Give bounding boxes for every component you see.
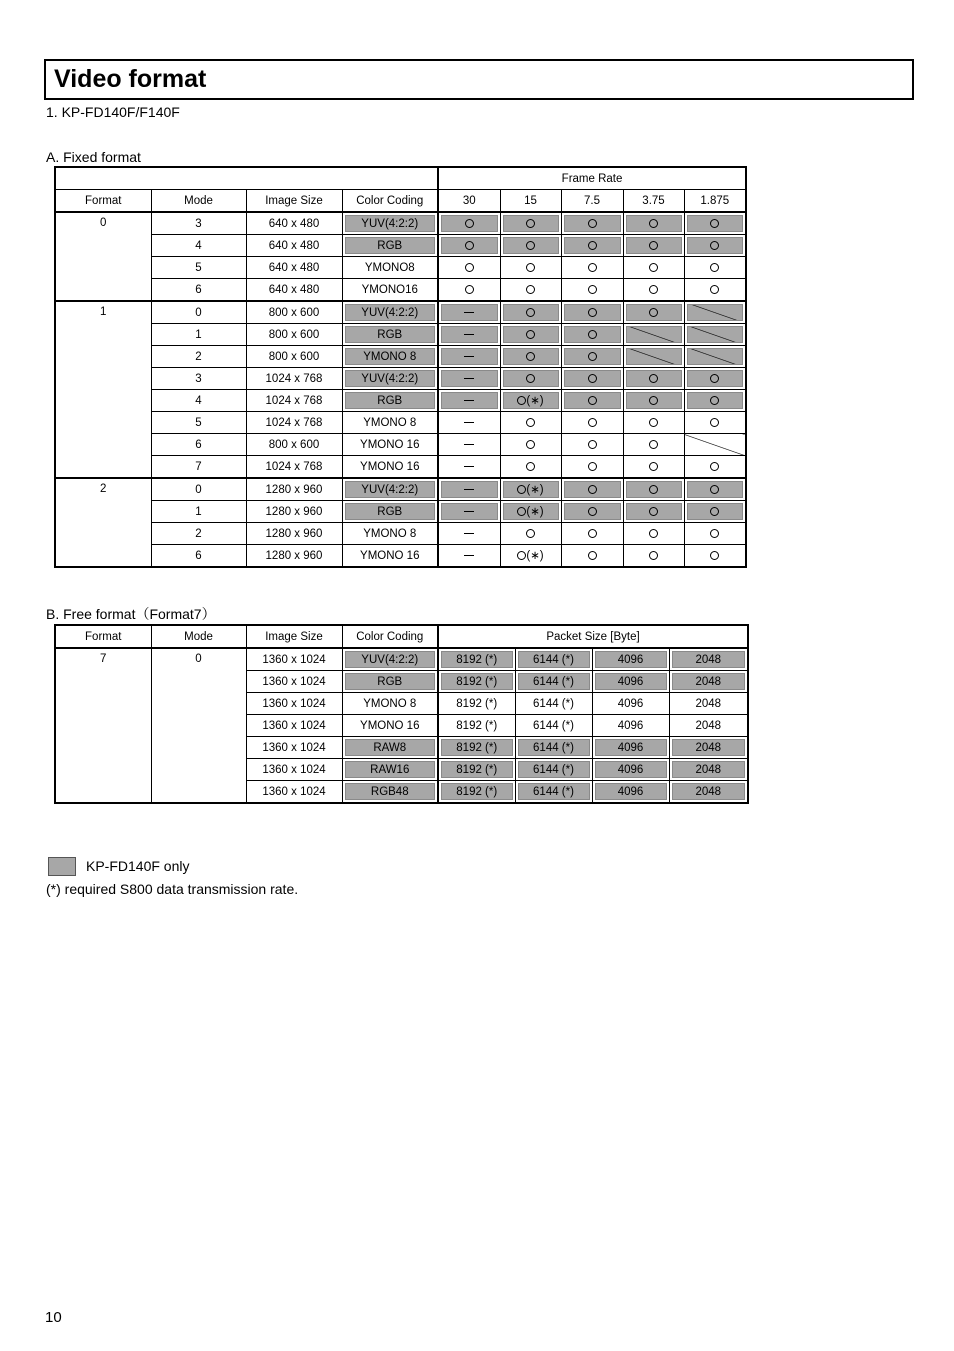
mode-cell: 4 <box>151 390 246 412</box>
circle-mark-icon <box>710 485 719 494</box>
circle-mark-icon <box>710 241 719 250</box>
circle-mark-icon <box>588 352 597 361</box>
color-coding-cell: YMONO 8 <box>342 412 438 434</box>
table-row <box>55 301 746 324</box>
image-size-cell: 640 x 480 <box>246 279 342 302</box>
title-box <box>44 59 914 100</box>
circle-mark-icon <box>649 418 658 427</box>
frame-rate-cell <box>561 235 623 257</box>
frame-rate-cell <box>500 390 561 412</box>
packet-size-cell: 8192 (*) <box>438 715 515 737</box>
circle-mark-icon <box>517 485 526 494</box>
image-size-cell: 1280 x 960 <box>246 523 342 545</box>
circle-mark-icon <box>465 263 474 272</box>
packet-size-cell: 8192 (*) <box>438 671 515 693</box>
circle-mark-icon <box>526 529 535 538</box>
color-coding-cell: RGB <box>342 671 438 693</box>
color-coding-cell: YMONO 8 <box>342 523 438 545</box>
circle-mark-icon <box>588 263 597 272</box>
circle-mark-icon <box>649 462 658 471</box>
dash-mark-icon <box>464 356 474 357</box>
circle-mark-icon <box>526 330 535 339</box>
image-size-header: Image Size <box>246 625 342 648</box>
free-format-table <box>54 624 749 804</box>
circle-mark-icon <box>649 374 658 383</box>
color-coding-header: Color Coding <box>342 625 438 648</box>
frame-rate-cell <box>561 434 623 456</box>
asterisk-note: (∗) <box>526 394 544 407</box>
packet-size-header: Packet Size [Byte] <box>438 625 748 648</box>
mode-cell: 5 <box>151 257 246 279</box>
packet-size-cell: 8192 (*) <box>438 737 515 759</box>
mode-cell: 6 <box>151 279 246 302</box>
table-row <box>55 523 746 545</box>
circle-mark-icon <box>517 551 526 560</box>
dash-mark-icon <box>464 378 474 379</box>
format-cell: 1 <box>55 301 151 478</box>
circle-mark-icon <box>588 551 597 560</box>
mode-cell: 0 <box>151 648 246 803</box>
image-size-cell: 1360 x 1024 <box>246 693 342 715</box>
legend-label: KP-FD140F only <box>86 858 190 874</box>
mode-cell: 0 <box>151 478 246 501</box>
table-row <box>55 346 746 368</box>
fixed-format-table <box>54 166 747 568</box>
image-size-cell: 1360 x 1024 <box>246 715 342 737</box>
format-header: Format <box>55 625 151 648</box>
dash-mark-icon <box>464 312 474 313</box>
format-cell: 0 <box>55 212 151 301</box>
image-size-cell: 1360 x 1024 <box>246 648 342 671</box>
packet-size-cell: 4096 <box>592 737 669 759</box>
image-size-cell: 640 x 480 <box>246 257 342 279</box>
image-size-cell: 1024 x 768 <box>246 390 342 412</box>
frame-rate-cell <box>438 279 500 302</box>
format-cell: 2 <box>55 478 151 567</box>
color-coding-cell: YUV(4:2:2) <box>342 648 438 671</box>
circle-mark-icon <box>588 462 597 471</box>
frame-rate-cell <box>623 545 684 568</box>
image-size-header: Image Size <box>246 190 342 213</box>
table-row <box>55 501 746 523</box>
frame-rate-cell <box>684 523 746 545</box>
frame-rate-cell <box>561 368 623 390</box>
table-row <box>55 257 746 279</box>
frame-rate-cell <box>684 412 746 434</box>
frame-rate-cell <box>561 478 623 501</box>
color-coding-cell: YMONO 8 <box>342 346 438 368</box>
frame-rate-cell <box>561 501 623 523</box>
circle-mark-icon <box>649 507 658 516</box>
frame-rate-cell <box>623 301 684 324</box>
section-heading: 1. KP-FD140F/F140F <box>46 104 180 120</box>
image-size-cell: 800 x 600 <box>246 301 342 324</box>
circle-mark-icon <box>465 285 474 294</box>
circle-mark-icon <box>465 241 474 250</box>
image-size-cell: 1360 x 1024 <box>246 759 342 781</box>
color-coding-cell: YUV(4:2:2) <box>342 368 438 390</box>
mode-cell: 1 <box>151 324 246 346</box>
frame-rate-cell <box>438 368 500 390</box>
color-coding-cell: YUV(4:2:2) <box>342 478 438 501</box>
frame-rate-cell <box>684 212 746 235</box>
circle-mark-icon <box>588 308 597 317</box>
mode-cell: 2 <box>151 523 246 545</box>
mode-cell: 3 <box>151 368 246 390</box>
image-size-cell: 640 x 480 <box>246 235 342 257</box>
mode-cell: 7 <box>151 456 246 479</box>
circle-mark-icon <box>710 285 719 294</box>
frame-rate-cell <box>438 523 500 545</box>
circle-mark-icon <box>710 418 719 427</box>
packet-size-cell: 2048 <box>669 715 748 737</box>
packet-size-cell: 8192 (*) <box>438 781 515 804</box>
table-row <box>55 368 746 390</box>
image-size-cell: 640 x 480 <box>246 212 342 235</box>
frame-rate-cell <box>561 523 623 545</box>
circle-mark-icon <box>649 529 658 538</box>
table-row <box>55 545 746 568</box>
circle-mark-icon <box>710 507 719 516</box>
circle-mark-icon <box>526 285 535 294</box>
table-row <box>55 648 748 671</box>
dash-mark-icon <box>464 511 474 512</box>
mode-cell: 5 <box>151 412 246 434</box>
color-coding-cell: YUV(4:2:2) <box>342 301 438 324</box>
image-size-cell: 1280 x 960 <box>246 478 342 501</box>
mode-header: Mode <box>151 625 246 648</box>
frame-rate-cell <box>500 501 561 523</box>
mode-cell: 2 <box>151 346 246 368</box>
circle-mark-icon <box>649 485 658 494</box>
circle-mark-icon <box>588 418 597 427</box>
mode-cell: 4 <box>151 235 246 257</box>
packet-size-cell: 2048 <box>669 737 748 759</box>
frame-rate-cell <box>500 545 561 568</box>
frame-rate-cell <box>623 412 684 434</box>
frame-rate-cell <box>500 235 561 257</box>
not-available-cell <box>684 346 746 368</box>
frame-rate-cell <box>500 279 561 302</box>
frame-rate-cell <box>500 346 561 368</box>
circle-mark-icon <box>710 219 719 228</box>
circle-mark-icon <box>588 285 597 294</box>
circle-mark-icon <box>588 374 597 383</box>
frame-rate-cell <box>623 434 684 456</box>
table-row <box>55 390 746 412</box>
packet-size-cell: 2048 <box>669 781 748 804</box>
packet-size-cell: 8192 (*) <box>438 759 515 781</box>
color-coding-cell: YMONO 16 <box>342 456 438 479</box>
packet-size-cell: 4096 <box>592 648 669 671</box>
frame-rate-cell <box>561 324 623 346</box>
asterisk-note: (∗) <box>526 549 544 562</box>
packet-size-cell: 4096 <box>592 781 669 804</box>
image-size-cell: 1360 x 1024 <box>246 671 342 693</box>
packet-size-cell: 6144 (*) <box>515 648 592 671</box>
circle-mark-icon <box>526 219 535 228</box>
circle-mark-icon <box>649 285 658 294</box>
circle-mark-icon <box>649 396 658 405</box>
frame-rate-cell <box>623 257 684 279</box>
circle-mark-icon <box>588 330 597 339</box>
color-coding-cell: YMONO 8 <box>342 693 438 715</box>
frame-rate-cell <box>684 279 746 302</box>
dash-mark-icon <box>464 466 474 467</box>
mode-cell: 3 <box>151 212 246 235</box>
mode-cell: 1 <box>151 501 246 523</box>
frame-rate-cell <box>684 368 746 390</box>
mode-header: Mode <box>151 190 246 213</box>
frame-rate-cell <box>500 301 561 324</box>
frame-rate-cell <box>438 545 500 568</box>
image-size-cell: 1024 x 768 <box>246 456 342 479</box>
frame-rate-cell <box>438 501 500 523</box>
frame-rate-cell <box>623 212 684 235</box>
circle-mark-icon <box>526 374 535 383</box>
rate-header: 7.5 <box>561 190 623 213</box>
table-row <box>55 212 746 235</box>
color-coding-cell: RGB48 <box>342 781 438 804</box>
image-size-cell: 800 x 600 <box>246 434 342 456</box>
frame-rate-cell <box>500 478 561 501</box>
circle-mark-icon <box>526 241 535 250</box>
not-available-cell <box>623 346 684 368</box>
color-coding-cell: RGB <box>342 501 438 523</box>
circle-mark-icon <box>710 374 719 383</box>
circle-mark-icon <box>526 308 535 317</box>
packet-size-cell: 6144 (*) <box>515 671 592 693</box>
circle-mark-icon <box>710 462 719 471</box>
frame-rate-cell <box>684 501 746 523</box>
mode-cell: 6 <box>151 434 246 456</box>
table-row <box>55 456 746 479</box>
not-available-cell <box>684 434 746 456</box>
fixed-format-heading: A. Fixed format <box>46 149 141 165</box>
frame-rate-cell <box>438 456 500 479</box>
circle-mark-icon <box>517 396 526 405</box>
frame-rate-cell <box>438 434 500 456</box>
frame-rate-cell <box>500 212 561 235</box>
rate-header: 1.875 <box>684 190 746 213</box>
image-size-cell: 1280 x 960 <box>246 545 342 568</box>
frame-rate-cell <box>623 235 684 257</box>
frame-rate-cell <box>438 257 500 279</box>
frame-rate-cell <box>623 523 684 545</box>
circle-mark-icon <box>588 241 597 250</box>
not-available-cell <box>684 301 746 324</box>
circle-mark-icon <box>588 396 597 405</box>
packet-size-cell: 2048 <box>669 671 748 693</box>
packet-size-cell: 6144 (*) <box>515 781 592 804</box>
frame-rate-cell <box>561 301 623 324</box>
table-row <box>55 324 746 346</box>
dash-mark-icon <box>464 533 474 534</box>
circle-mark-icon <box>526 440 535 449</box>
packet-size-cell: 4096 <box>592 759 669 781</box>
rate-header: 15 <box>500 190 561 213</box>
image-size-cell: 1360 x 1024 <box>246 737 342 759</box>
frame-rate-cell <box>561 279 623 302</box>
circle-mark-icon <box>588 440 597 449</box>
frame-rate-cell <box>684 235 746 257</box>
frame-rate-header: Frame Rate <box>438 167 746 190</box>
packet-size-cell: 8192 (*) <box>438 648 515 671</box>
circle-mark-icon <box>649 440 658 449</box>
circle-mark-icon <box>526 418 535 427</box>
frame-rate-cell <box>561 257 623 279</box>
image-size-cell: 800 x 600 <box>246 324 342 346</box>
frame-rate-cell <box>500 324 561 346</box>
frame-rate-cell <box>684 545 746 568</box>
circle-mark-icon <box>710 396 719 405</box>
image-size-cell: 1024 x 768 <box>246 412 342 434</box>
circle-mark-icon <box>588 219 597 228</box>
rate-header: 3.75 <box>623 190 684 213</box>
frame-rate-cell <box>623 501 684 523</box>
frame-rate-cell <box>561 412 623 434</box>
color-coding-cell: RGB <box>342 324 438 346</box>
frame-rate-cell <box>500 257 561 279</box>
circle-mark-icon <box>588 507 597 516</box>
frame-rate-cell <box>438 412 500 434</box>
color-coding-cell: YMONO8 <box>342 257 438 279</box>
packet-size-cell: 4096 <box>592 693 669 715</box>
packet-size-cell: 2048 <box>669 759 748 781</box>
dash-mark-icon <box>464 489 474 490</box>
frame-rate-cell <box>684 478 746 501</box>
dash-mark-icon <box>464 400 474 401</box>
page-number: 10 <box>45 1309 62 1326</box>
packet-size-cell: 6144 (*) <box>515 759 592 781</box>
frame-rate-cell <box>500 523 561 545</box>
color-coding-cell: RGB <box>342 390 438 412</box>
circle-mark-icon <box>526 352 535 361</box>
dash-mark-icon <box>464 555 474 556</box>
frame-rate-cell <box>500 412 561 434</box>
frame-rate-cell <box>561 545 623 568</box>
color-coding-cell: YMONO 16 <box>342 715 438 737</box>
color-coding-header: Color Coding <box>342 190 438 213</box>
frame-rate-cell <box>623 390 684 412</box>
table-row <box>55 412 746 434</box>
header-blank <box>55 167 438 190</box>
color-coding-cell: YMONO16 <box>342 279 438 302</box>
table-row <box>55 279 746 302</box>
dash-mark-icon <box>464 422 474 423</box>
frame-rate-cell <box>438 212 500 235</box>
circle-mark-icon <box>649 551 658 560</box>
frame-rate-cell <box>684 257 746 279</box>
packet-size-cell: 2048 <box>669 648 748 671</box>
color-coding-cell: RAW16 <box>342 759 438 781</box>
packet-size-cell: 6144 (*) <box>515 693 592 715</box>
frame-rate-cell <box>684 456 746 479</box>
circle-mark-icon <box>517 507 526 516</box>
circle-mark-icon <box>588 529 597 538</box>
packet-size-cell: 2048 <box>669 693 748 715</box>
not-available-cell <box>684 324 746 346</box>
color-coding-cell: RGB <box>342 235 438 257</box>
color-coding-cell: YUV(4:2:2) <box>342 212 438 235</box>
frame-rate-cell <box>684 390 746 412</box>
circle-mark-icon <box>649 219 658 228</box>
image-size-cell: 1360 x 1024 <box>246 781 342 804</box>
table-row <box>55 434 746 456</box>
frame-rate-cell <box>561 212 623 235</box>
format-cell: 7 <box>55 648 151 803</box>
frame-rate-cell <box>623 368 684 390</box>
frame-rate-cell <box>500 368 561 390</box>
color-coding-cell: YMONO 16 <box>342 434 438 456</box>
circle-mark-icon <box>649 308 658 317</box>
mode-cell: 0 <box>151 301 246 324</box>
frame-rate-cell <box>438 346 500 368</box>
packet-size-cell: 6144 (*) <box>515 737 592 759</box>
table-row <box>55 478 746 501</box>
circle-mark-icon <box>526 263 535 272</box>
packet-size-cell: 4096 <box>592 671 669 693</box>
frame-rate-cell <box>623 456 684 479</box>
frame-rate-cell <box>438 235 500 257</box>
asterisk-note: (∗) <box>526 505 544 518</box>
rate-header: 30 <box>438 190 500 213</box>
image-size-cell: 1024 x 768 <box>246 368 342 390</box>
circle-mark-icon <box>649 241 658 250</box>
table-row <box>55 235 746 257</box>
frame-rate-cell <box>500 434 561 456</box>
circle-mark-icon <box>588 485 597 494</box>
color-coding-cell: RAW8 <box>342 737 438 759</box>
free-format-heading: B. Free format（Format7） <box>46 606 216 622</box>
format-header: Format <box>55 190 151 213</box>
circle-mark-icon <box>465 219 474 228</box>
asterisk-note: (∗) <box>526 483 544 496</box>
dash-mark-icon <box>464 334 474 335</box>
circle-mark-icon <box>526 462 535 471</box>
frame-rate-cell <box>561 346 623 368</box>
frame-rate-cell <box>623 478 684 501</box>
frame-rate-cell <box>438 478 500 501</box>
legend-swatch <box>48 857 76 876</box>
mode-cell: 6 <box>151 545 246 568</box>
legend-note: (*) required S800 data transmission rate. <box>46 881 299 897</box>
frame-rate-cell <box>561 390 623 412</box>
packet-size-cell: 6144 (*) <box>515 715 592 737</box>
frame-rate-cell <box>438 390 500 412</box>
image-size-cell: 800 x 600 <box>246 346 342 368</box>
frame-rate-cell <box>623 279 684 302</box>
packet-size-cell: 4096 <box>592 715 669 737</box>
frame-rate-cell <box>500 456 561 479</box>
dash-mark-icon <box>464 444 474 445</box>
page-title: Video format <box>54 65 207 93</box>
packet-size-cell: 8192 (*) <box>438 693 515 715</box>
color-coding-cell: YMONO 16 <box>342 545 438 568</box>
image-size-cell: 1280 x 960 <box>246 501 342 523</box>
frame-rate-cell <box>438 324 500 346</box>
circle-mark-icon <box>649 263 658 272</box>
circle-mark-icon <box>710 529 719 538</box>
frame-rate-cell <box>438 301 500 324</box>
not-available-cell <box>623 324 684 346</box>
circle-mark-icon <box>710 551 719 560</box>
frame-rate-cell <box>561 456 623 479</box>
circle-mark-icon <box>710 263 719 272</box>
